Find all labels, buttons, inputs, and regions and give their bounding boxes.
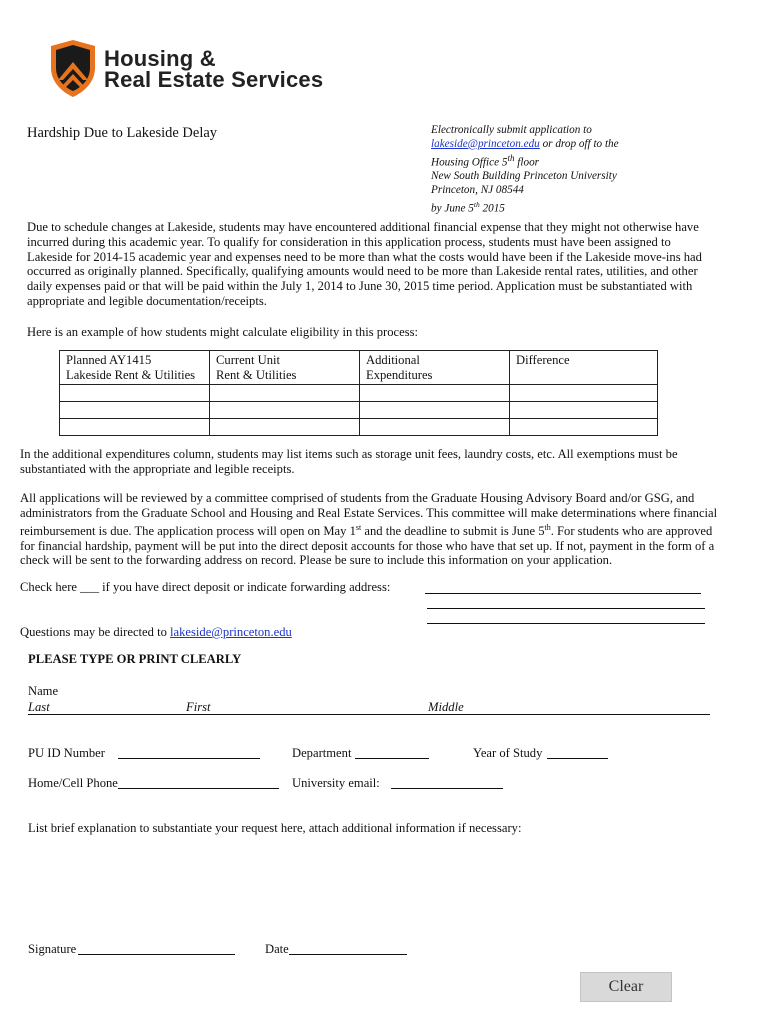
header-text: Planned AY1415 xyxy=(66,353,152,367)
first-label: First xyxy=(186,700,211,714)
logo xyxy=(48,40,328,100)
table-cell[interactable] xyxy=(60,419,210,436)
signature-field[interactable] xyxy=(78,954,235,955)
submit-line-4: New South Building Princeton University xyxy=(431,170,617,183)
phone-field[interactable] xyxy=(118,788,279,789)
header-text: Rent & Utilities xyxy=(216,367,297,382)
puid-label: PU ID Number xyxy=(28,746,105,760)
address-line-2[interactable] xyxy=(427,608,705,609)
example-intro: Here is an example of how students might calculate eligibility in this process: xyxy=(27,325,419,339)
questions-label: Questions may be directed to xyxy=(20,625,171,639)
questions-text xyxy=(20,625,292,640)
header-text: Additional xyxy=(366,353,420,367)
submit-line-3-post: floor xyxy=(514,156,540,169)
shield-icon xyxy=(48,40,98,98)
clear-button[interactable]: Clear xyxy=(580,972,672,1002)
date-label: Date xyxy=(265,942,289,956)
header-text: Difference xyxy=(516,353,570,367)
last-label: Last xyxy=(28,700,50,714)
table-header-planned xyxy=(60,351,210,385)
phone-label: Home/Cell Phone xyxy=(28,776,118,790)
table-cell[interactable] xyxy=(60,385,210,402)
date-field[interactable] xyxy=(289,954,407,955)
check-here-text: Check here ___ if you have direct deposit or indicate forwarding address: xyxy=(20,580,391,594)
table-header-difference xyxy=(510,351,658,385)
address-line-1[interactable] xyxy=(425,593,701,594)
department-label: Department xyxy=(292,746,352,760)
address-line-3[interactable] xyxy=(427,623,705,624)
logo-line-2: Real Estate Services xyxy=(104,67,324,92)
review-paragraph xyxy=(20,491,720,568)
header-text: Lakeside Rent & Utilities xyxy=(66,367,196,382)
intro-paragraph: Due to schedule changes at Lakeside, students may have encountered additional financial expense that they might not otherwise have incurred during this academic year. To qualify for consideration in this application process, students must have been assigned to Lakeside for 2014-15 academic year and expenses need to be more than what the costs would have been if the Lakeside move-ins had occurred as originally planned. Specifically, qualifying amounts would need to be more than Lakeside rental rates, utilities, and other daily expenses paid or that will be paid within the July 1, 2014 to June 30, 2015 time period. Application must be substantiated with appropriate and legible documentation/receipts. xyxy=(27,220,702,308)
submit-line-3-pre: Housing Office 5 xyxy=(431,156,508,169)
expenditures-paragraph: In the additional expenditures column, students may list items such as storage unit fees, laundry costs, etc. All exemptions must be substantiated with the appropriate and legible receipts. xyxy=(20,447,678,476)
questions-email-link[interactable]: lakeside@princeton.edu xyxy=(170,625,292,639)
table-cell[interactable] xyxy=(210,385,360,402)
page-title: Hardship Due to Lakeside Delay xyxy=(27,125,218,141)
review-part-2: and the deadline to submit is June 5 xyxy=(361,523,545,538)
name-field[interactable] xyxy=(28,714,710,715)
table-row xyxy=(60,419,658,436)
submit-line-6-sup: th xyxy=(473,199,480,209)
review-sup-2: th xyxy=(544,522,551,532)
submit-line-5: Princeton, NJ 08544 xyxy=(431,183,524,196)
university-email-label: University email: xyxy=(292,776,380,790)
name-label: Name xyxy=(28,684,59,698)
year-field[interactable] xyxy=(547,758,608,759)
submit-line-2-rest: or drop off to the xyxy=(539,137,619,150)
table-cell[interactable] xyxy=(510,402,658,419)
submit-line-6-pre: by June 5 xyxy=(431,202,474,215)
header-text: Expenditures xyxy=(366,367,433,382)
table-cell[interactable] xyxy=(510,385,658,402)
submit-line-3-sup: th xyxy=(507,152,515,163)
table-cell[interactable] xyxy=(510,419,658,436)
department-field[interactable] xyxy=(355,758,429,759)
signature-label: Signature xyxy=(28,942,77,956)
logo-line-1: Housing & xyxy=(104,46,216,71)
puid-field[interactable] xyxy=(118,758,260,759)
submit-email-link[interactable]: lakeside@princeton.edu xyxy=(431,137,540,150)
example-table xyxy=(59,350,658,436)
table-cell[interactable] xyxy=(210,402,360,419)
submit-info xyxy=(431,124,751,216)
table-cell[interactable] xyxy=(60,402,210,419)
explanation-field[interactable] xyxy=(28,840,728,930)
table-cell[interactable] xyxy=(360,419,510,436)
submit-line-1: Electronically submit application to xyxy=(431,124,592,136)
review-part-1: All applications will be reviewed by a committee comprised of students from the Graduate Housing Advisory Board and/or GSG, and administrators from the Graduate School and Housing and Real Estate Services. This committee will make determinations where financial reimbursement is due. The application process will open on May 1 xyxy=(20,491,718,538)
table-cell[interactable] xyxy=(210,419,360,436)
year-label: Year of Study xyxy=(473,746,543,760)
review-sup-1: st xyxy=(355,522,362,532)
table-header-current xyxy=(210,351,360,385)
submit-line-6 xyxy=(431,198,751,217)
middle-label: Middle xyxy=(428,700,464,714)
table-cell[interactable] xyxy=(360,385,510,402)
submit-line-3 xyxy=(431,152,751,171)
table-row xyxy=(60,385,658,402)
form-heading: PLEASE TYPE OR PRINT CLEARLY xyxy=(28,652,242,666)
table-header-additional xyxy=(360,351,510,385)
table-header-row xyxy=(60,351,658,385)
university-email-field[interactable] xyxy=(391,788,503,789)
table-row xyxy=(60,402,658,419)
header-text: Current Unit xyxy=(216,353,281,367)
submit-line-2 xyxy=(431,138,751,152)
explanation-label: List brief explanation to substantiate your request here, attach additional information if necessary: xyxy=(28,821,522,835)
submit-line-6-post: 2015 xyxy=(479,202,505,215)
table-cell[interactable] xyxy=(360,402,510,419)
review-part-3: . For students who are approved for financial hardship, payment will be put into the direct deposit accounts for those who have that set up. If not, payment in the form of a check will be sent to the forwarding address on record. Please be sure to include this information on your application. xyxy=(20,523,715,568)
